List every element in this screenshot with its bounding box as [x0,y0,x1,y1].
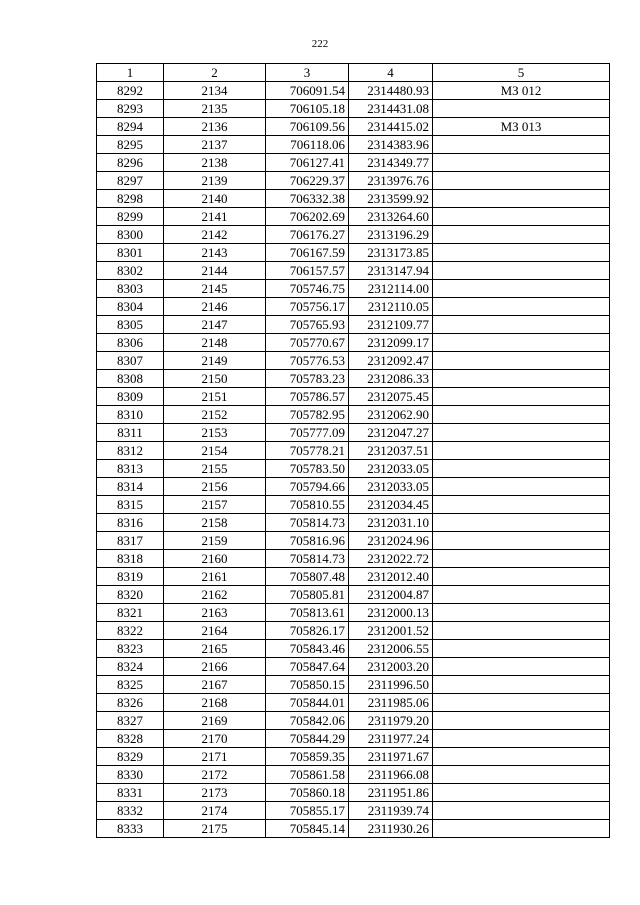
table-row [97,82,610,100]
point-number-cell: 8323 [97,640,164,658]
coordinate-y-cell: 2312110.05 [349,298,433,316]
coordinate-y-cell: 2314415.02 [349,118,433,136]
marker-cell [433,640,610,658]
coordinate-x-cell: 705845.14 [266,820,349,838]
coordinate-x-cell: 705765.93 [266,316,349,334]
marker-cell [433,766,610,784]
table-row [97,460,610,478]
coordinate-x-cell: 706118.06 [266,136,349,154]
station-number-cell: 2167 [164,676,266,694]
coordinate-x-cell: 705777.09 [266,424,349,442]
point-number-cell: 8303 [97,280,164,298]
column-header-1: 1 [97,64,164,82]
coordinate-x-cell: 705816.96 [266,532,349,550]
marker-cell [433,370,610,388]
coordinate-y-cell: 2311996.50 [349,676,433,694]
station-number-cell: 2139 [164,172,266,190]
point-number-cell: 8326 [97,694,164,712]
table-row [97,100,610,118]
table-row [97,532,610,550]
station-number-cell: 2134 [164,82,266,100]
station-number-cell: 2135 [164,100,266,118]
marker-cell: МЗ 013 [433,118,610,136]
point-number-cell: 8298 [97,190,164,208]
point-number-cell: 8295 [97,136,164,154]
point-number-cell: 8304 [97,298,164,316]
marker-cell [433,604,610,622]
coordinate-y-cell: 2312099.17 [349,334,433,352]
coordinate-y-cell: 2312033.05 [349,478,433,496]
station-number-cell: 2147 [164,316,266,334]
point-number-cell: 8329 [97,748,164,766]
table-row [97,136,610,154]
marker-cell [433,352,610,370]
point-number-cell: 8293 [97,100,164,118]
coordinate-x-cell: 705861.58 [266,766,349,784]
coordinate-y-cell: 2311939.74 [349,802,433,820]
coordinate-x-cell: 705786.57 [266,388,349,406]
point-number-cell: 8300 [97,226,164,244]
station-number-cell: 2164 [164,622,266,640]
coordinate-y-cell: 2311971.67 [349,748,433,766]
coordinate-x-cell: 705860.18 [266,784,349,802]
point-number-cell: 8319 [97,568,164,586]
coordinate-y-cell: 2312033.05 [349,460,433,478]
coordinates-table [96,63,610,838]
marker-cell [433,226,610,244]
table-row [97,712,610,730]
marker-cell [433,154,610,172]
column-header-2: 2 [164,64,266,82]
marker-cell [433,388,610,406]
table-row [97,748,610,766]
station-number-cell: 2162 [164,586,266,604]
marker-cell [433,694,610,712]
coordinate-y-cell: 2311985.06 [349,694,433,712]
marker-cell [433,730,610,748]
marker-cell [433,514,610,532]
table-row [97,820,610,838]
station-number-cell: 2160 [164,550,266,568]
coordinate-y-cell: 2312022.72 [349,550,433,568]
table-row [97,658,610,676]
marker-cell [433,136,610,154]
station-number-cell: 2169 [164,712,266,730]
station-number-cell: 2145 [164,280,266,298]
marker-cell [433,442,610,460]
station-number-cell: 2174 [164,802,266,820]
coordinate-y-cell: 2314383.96 [349,136,433,154]
coordinate-y-cell: 2314349.77 [349,154,433,172]
point-number-cell: 8294 [97,118,164,136]
marker-cell [433,712,610,730]
page-number: 222 [311,38,329,50]
station-number-cell: 2156 [164,478,266,496]
point-number-cell: 8313 [97,460,164,478]
column-header-3: 3 [266,64,349,82]
coordinate-y-cell: 2311930.26 [349,820,433,838]
coordinate-y-cell: 2312000.13 [349,604,433,622]
coordinate-y-cell: 2313599.92 [349,190,433,208]
coordinate-y-cell: 2312003.20 [349,658,433,676]
coordinate-y-cell: 2312062.90 [349,406,433,424]
marker-cell [433,406,610,424]
coordinate-x-cell: 705810.55 [266,496,349,514]
coordinate-y-cell: 2312012.40 [349,568,433,586]
coordinate-x-cell: 705842.06 [266,712,349,730]
point-number-cell: 8325 [97,676,164,694]
station-number-cell: 2172 [164,766,266,784]
coordinate-y-cell: 2314431.08 [349,100,433,118]
table-row [97,784,610,802]
coordinate-y-cell: 2312075.45 [349,388,433,406]
coordinate-y-cell: 2312031.10 [349,514,433,532]
table-row [97,118,610,136]
coordinate-x-cell: 706176.27 [266,226,349,244]
marker-cell [433,622,610,640]
point-number-cell: 8310 [97,406,164,424]
coordinate-x-cell: 705844.01 [266,694,349,712]
coordinate-y-cell: 2313147.94 [349,262,433,280]
coordinate-x-cell: 705843.46 [266,640,349,658]
point-number-cell: 8331 [97,784,164,802]
coordinate-x-cell: 705807.48 [266,568,349,586]
point-number-cell: 8308 [97,370,164,388]
table-row [97,406,610,424]
table-row [97,802,610,820]
table-row [97,676,610,694]
table-row [97,226,610,244]
station-number-cell: 2149 [164,352,266,370]
station-number-cell: 2152 [164,406,266,424]
station-number-cell: 2155 [164,460,266,478]
marker-cell [433,208,610,226]
point-number-cell: 8318 [97,550,164,568]
point-number-cell: 8314 [97,478,164,496]
table-row [97,208,610,226]
point-number-cell: 8333 [97,820,164,838]
table-header-row [97,64,610,82]
table-row [97,424,610,442]
station-number-cell: 2173 [164,784,266,802]
coordinate-x-cell: 705756.17 [266,298,349,316]
table-row [97,622,610,640]
coordinate-y-cell: 2312092.47 [349,352,433,370]
point-number-cell: 8315 [97,496,164,514]
coordinate-x-cell: 705770.67 [266,334,349,352]
coordinate-x-cell: 706202.69 [266,208,349,226]
marker-cell [433,190,610,208]
station-number-cell: 2136 [164,118,266,136]
coordinate-x-cell: 706105.18 [266,100,349,118]
coordinate-x-cell: 705850.15 [266,676,349,694]
coordinate-y-cell: 2313173.85 [349,244,433,262]
marker-cell [433,334,610,352]
table-row [97,766,610,784]
marker-cell [433,748,610,766]
column-header-5: 5 [433,64,610,82]
station-number-cell: 2161 [164,568,266,586]
marker-cell [433,550,610,568]
station-number-cell: 2144 [164,262,266,280]
point-number-cell: 8299 [97,208,164,226]
station-number-cell: 2163 [164,604,266,622]
coordinate-y-cell: 2312086.33 [349,370,433,388]
marker-cell [433,658,610,676]
station-number-cell: 2148 [164,334,266,352]
coordinate-y-cell: 2312024.96 [349,532,433,550]
coordinate-y-cell: 2311977.24 [349,730,433,748]
marker-cell [433,280,610,298]
coordinate-x-cell: 705847.64 [266,658,349,676]
station-number-cell: 2159 [164,532,266,550]
coordinate-x-cell: 705805.81 [266,586,349,604]
station-number-cell: 2140 [164,190,266,208]
point-number-cell: 8332 [97,802,164,820]
coordinate-x-cell: 705855.17 [266,802,349,820]
coordinate-x-cell: 706127.41 [266,154,349,172]
coordinate-y-cell: 2311951.86 [349,784,433,802]
coordinate-x-cell: 705783.23 [266,370,349,388]
station-number-cell: 2165 [164,640,266,658]
station-number-cell: 2150 [164,370,266,388]
point-number-cell: 8305 [97,316,164,334]
table-row [97,298,610,316]
column-header-4: 4 [349,64,433,82]
marker-cell [433,478,610,496]
station-number-cell: 2158 [164,514,266,532]
coordinate-y-cell: 2313264.60 [349,208,433,226]
table-row [97,694,610,712]
table-row [97,262,610,280]
coordinate-y-cell: 2314480.93 [349,82,433,100]
marker-cell [433,316,610,334]
coordinate-x-cell: 705814.73 [266,550,349,568]
coordinate-x-cell: 705776.53 [266,352,349,370]
marker-cell [433,820,610,838]
marker-cell [433,496,610,514]
coordinate-y-cell: 2312006.55 [349,640,433,658]
marker-cell [433,172,610,190]
table-row [97,352,610,370]
coordinate-x-cell: 705778.21 [266,442,349,460]
marker-cell [433,262,610,280]
point-number-cell: 8297 [97,172,164,190]
coordinate-x-cell: 705844.29 [266,730,349,748]
coordinate-x-cell: 706332.38 [266,190,349,208]
station-number-cell: 2151 [164,388,266,406]
marker-cell [433,532,610,550]
table-row [97,388,610,406]
station-number-cell: 2141 [164,208,266,226]
coordinate-x-cell: 705782.95 [266,406,349,424]
table-row [97,316,610,334]
marker-cell [433,586,610,604]
coordinate-x-cell: 706109.56 [266,118,349,136]
marker-cell [433,676,610,694]
coordinate-x-cell: 706157.57 [266,262,349,280]
marker-cell [433,460,610,478]
marker-cell [433,100,610,118]
coordinate-y-cell: 2312037.51 [349,442,433,460]
table-row [97,550,610,568]
point-number-cell: 8327 [97,712,164,730]
table-row [97,172,610,190]
station-number-cell: 2175 [164,820,266,838]
point-number-cell: 8296 [97,154,164,172]
table-row [97,244,610,262]
coordinate-x-cell: 705813.61 [266,604,349,622]
coordinate-y-cell: 2311979.20 [349,712,433,730]
coordinate-x-cell: 706229.37 [266,172,349,190]
table-row [97,442,610,460]
table-row [97,514,610,532]
point-number-cell: 8322 [97,622,164,640]
point-number-cell: 8306 [97,334,164,352]
marker-cell [433,424,610,442]
marker-cell [433,244,610,262]
station-number-cell: 2153 [164,424,266,442]
station-number-cell: 2157 [164,496,266,514]
coordinate-y-cell: 2312114.00 [349,280,433,298]
coordinate-x-cell: 705859.35 [266,748,349,766]
coordinate-x-cell: 705794.66 [266,478,349,496]
point-number-cell: 8330 [97,766,164,784]
table-row [97,730,610,748]
table-row [97,280,610,298]
coordinate-y-cell: 2312004.87 [349,586,433,604]
table-row [97,478,610,496]
station-number-cell: 2143 [164,244,266,262]
coordinate-y-cell: 2312047.27 [349,424,433,442]
station-number-cell: 2142 [164,226,266,244]
table-row [97,640,610,658]
point-number-cell: 8292 [97,82,164,100]
station-number-cell: 2146 [164,298,266,316]
marker-cell [433,298,610,316]
table-row [97,334,610,352]
marker-cell [433,802,610,820]
station-number-cell: 2154 [164,442,266,460]
point-number-cell: 8309 [97,388,164,406]
table-row [97,568,610,586]
table-body [97,82,610,838]
table-row [97,496,610,514]
table-row [97,604,610,622]
point-number-cell: 8301 [97,244,164,262]
table-row [97,154,610,172]
point-number-cell: 8328 [97,730,164,748]
marker-cell [433,784,610,802]
coordinate-x-cell: 706167.59 [266,244,349,262]
coordinate-x-cell: 705746.75 [266,280,349,298]
coordinate-y-cell: 2312109.77 [349,316,433,334]
station-number-cell: 2168 [164,694,266,712]
coordinate-x-cell: 705783.50 [266,460,349,478]
station-number-cell: 2171 [164,748,266,766]
coordinate-y-cell: 2312034.45 [349,496,433,514]
table-row [97,370,610,388]
point-number-cell: 8324 [97,658,164,676]
marker-cell: МЗ 012 [433,82,610,100]
point-number-cell: 8320 [97,586,164,604]
station-number-cell: 2138 [164,154,266,172]
coordinate-x-cell: 706091.54 [266,82,349,100]
coordinate-y-cell: 2313976.76 [349,172,433,190]
point-number-cell: 8321 [97,604,164,622]
point-number-cell: 8302 [97,262,164,280]
station-number-cell: 2137 [164,136,266,154]
point-number-cell: 8312 [97,442,164,460]
coordinate-y-cell: 2312001.52 [349,622,433,640]
point-number-cell: 8317 [97,532,164,550]
station-number-cell: 2170 [164,730,266,748]
coordinate-y-cell: 2311966.08 [349,766,433,784]
point-number-cell: 8316 [97,514,164,532]
table-row [97,190,610,208]
coordinate-y-cell: 2313196.29 [349,226,433,244]
marker-cell [433,568,610,586]
table-row [97,586,610,604]
station-number-cell: 2166 [164,658,266,676]
coordinate-x-cell: 705826.17 [266,622,349,640]
point-number-cell: 8307 [97,352,164,370]
point-number-cell: 8311 [97,424,164,442]
coordinate-x-cell: 705814.73 [266,514,349,532]
